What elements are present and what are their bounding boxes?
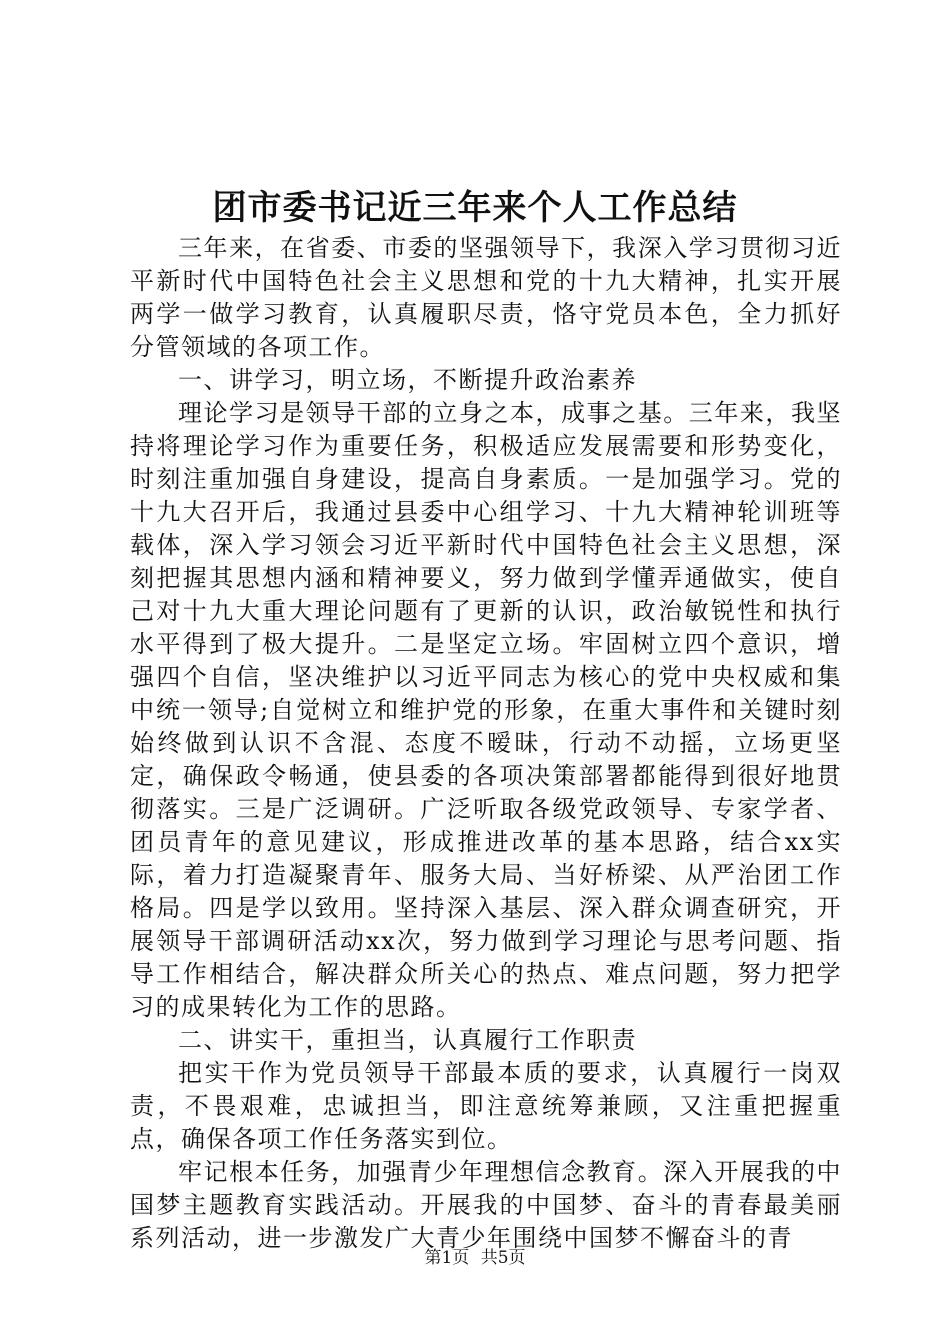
document-title: 团市委书记近三年来个人工作总结 (212, 188, 738, 228)
body-paragraph: 理论学习是领导干部的立身之本，成事之基。三年来，我坚持将理论学习作为重要任务，积极适应发展需要和形势变化，时刻注重加强自身建设，提高自身素质。一是加强学习。党的十九大召开后，我通过县委中心组学习、十九大精神轮训班等载体，深入学习领会习近平新时代中国特色社会主义思想，深刻把握其思想内涵和精神要义，努力做到学懂弄通做实，使自己对十九大重大理论问题有了更新的认识，政治敏锐性和执行水平得到了极大提升。二是坚定立场。牢固树立四个意识，增强四个自信，坚决维护以习近平同志为核心的党中央权威和集中统一领导;自觉树立和维护党的形象，在重大事件和关键时刻始终做到认识不含混、态度不暧昧，行动不动摇，立场更坚定，确保政令畅通，使县委的各项决策部署都能得到很好地贯彻落实。三是广泛调研。广泛听取各级党政领导、专家学者、团员青年的意见建议，形成推进改革的基本思路，结合xx实际，着力打造凝聚青年、服务大局、当好桥梁、从严治团工作格局。四是学以致用。坚持深入基层、深入群众调查研究，开展领导干部调研活动xx次，努力做到学习理论与思考问题、指导工作相结合，解决群众所关心的热点、难点问题，努力把学习的成果转化为工作的思路。 (130, 399, 842, 1021)
section-heading-1: 一、讲学习，明立场，不断提升政治素养 (178, 366, 637, 394)
intro-paragraph: 三年来，在省委、市委的坚强领导下，我深入学习贯彻习近平新时代中国特色社会主义思想和党的十九大精神，扎实开展两学一做学习教育，认真履职尽责，恪守党员本色，全力抓好分管领域的各项工作。 (130, 234, 842, 361)
page-footer (0, 1246, 950, 1270)
body-paragraph: 牢记根本任务，加强青少年理想信念教育。深入开展我的中国梦主题教育实践活动。开展我的中国梦、奋斗的青春最美丽系列活动，进一步激发广大青少年围绕中国梦不懈奋斗的青 (130, 1158, 842, 1252)
page-total: 共5页 (480, 1248, 526, 1268)
body-paragraph: 把实干作为党员领导干部最本质的要求，认真履行一岗双责，不畏艰难，忠诚担当，即注意统筹兼顾，又注重把握重点，确保各项工作任务落实到位。 (130, 1059, 842, 1153)
page-number: 第1页 (424, 1248, 470, 1268)
document-body (130, 232, 842, 1255)
section-heading-2: 二、讲实干，重担当，认真履行工作职责 (178, 1026, 637, 1054)
